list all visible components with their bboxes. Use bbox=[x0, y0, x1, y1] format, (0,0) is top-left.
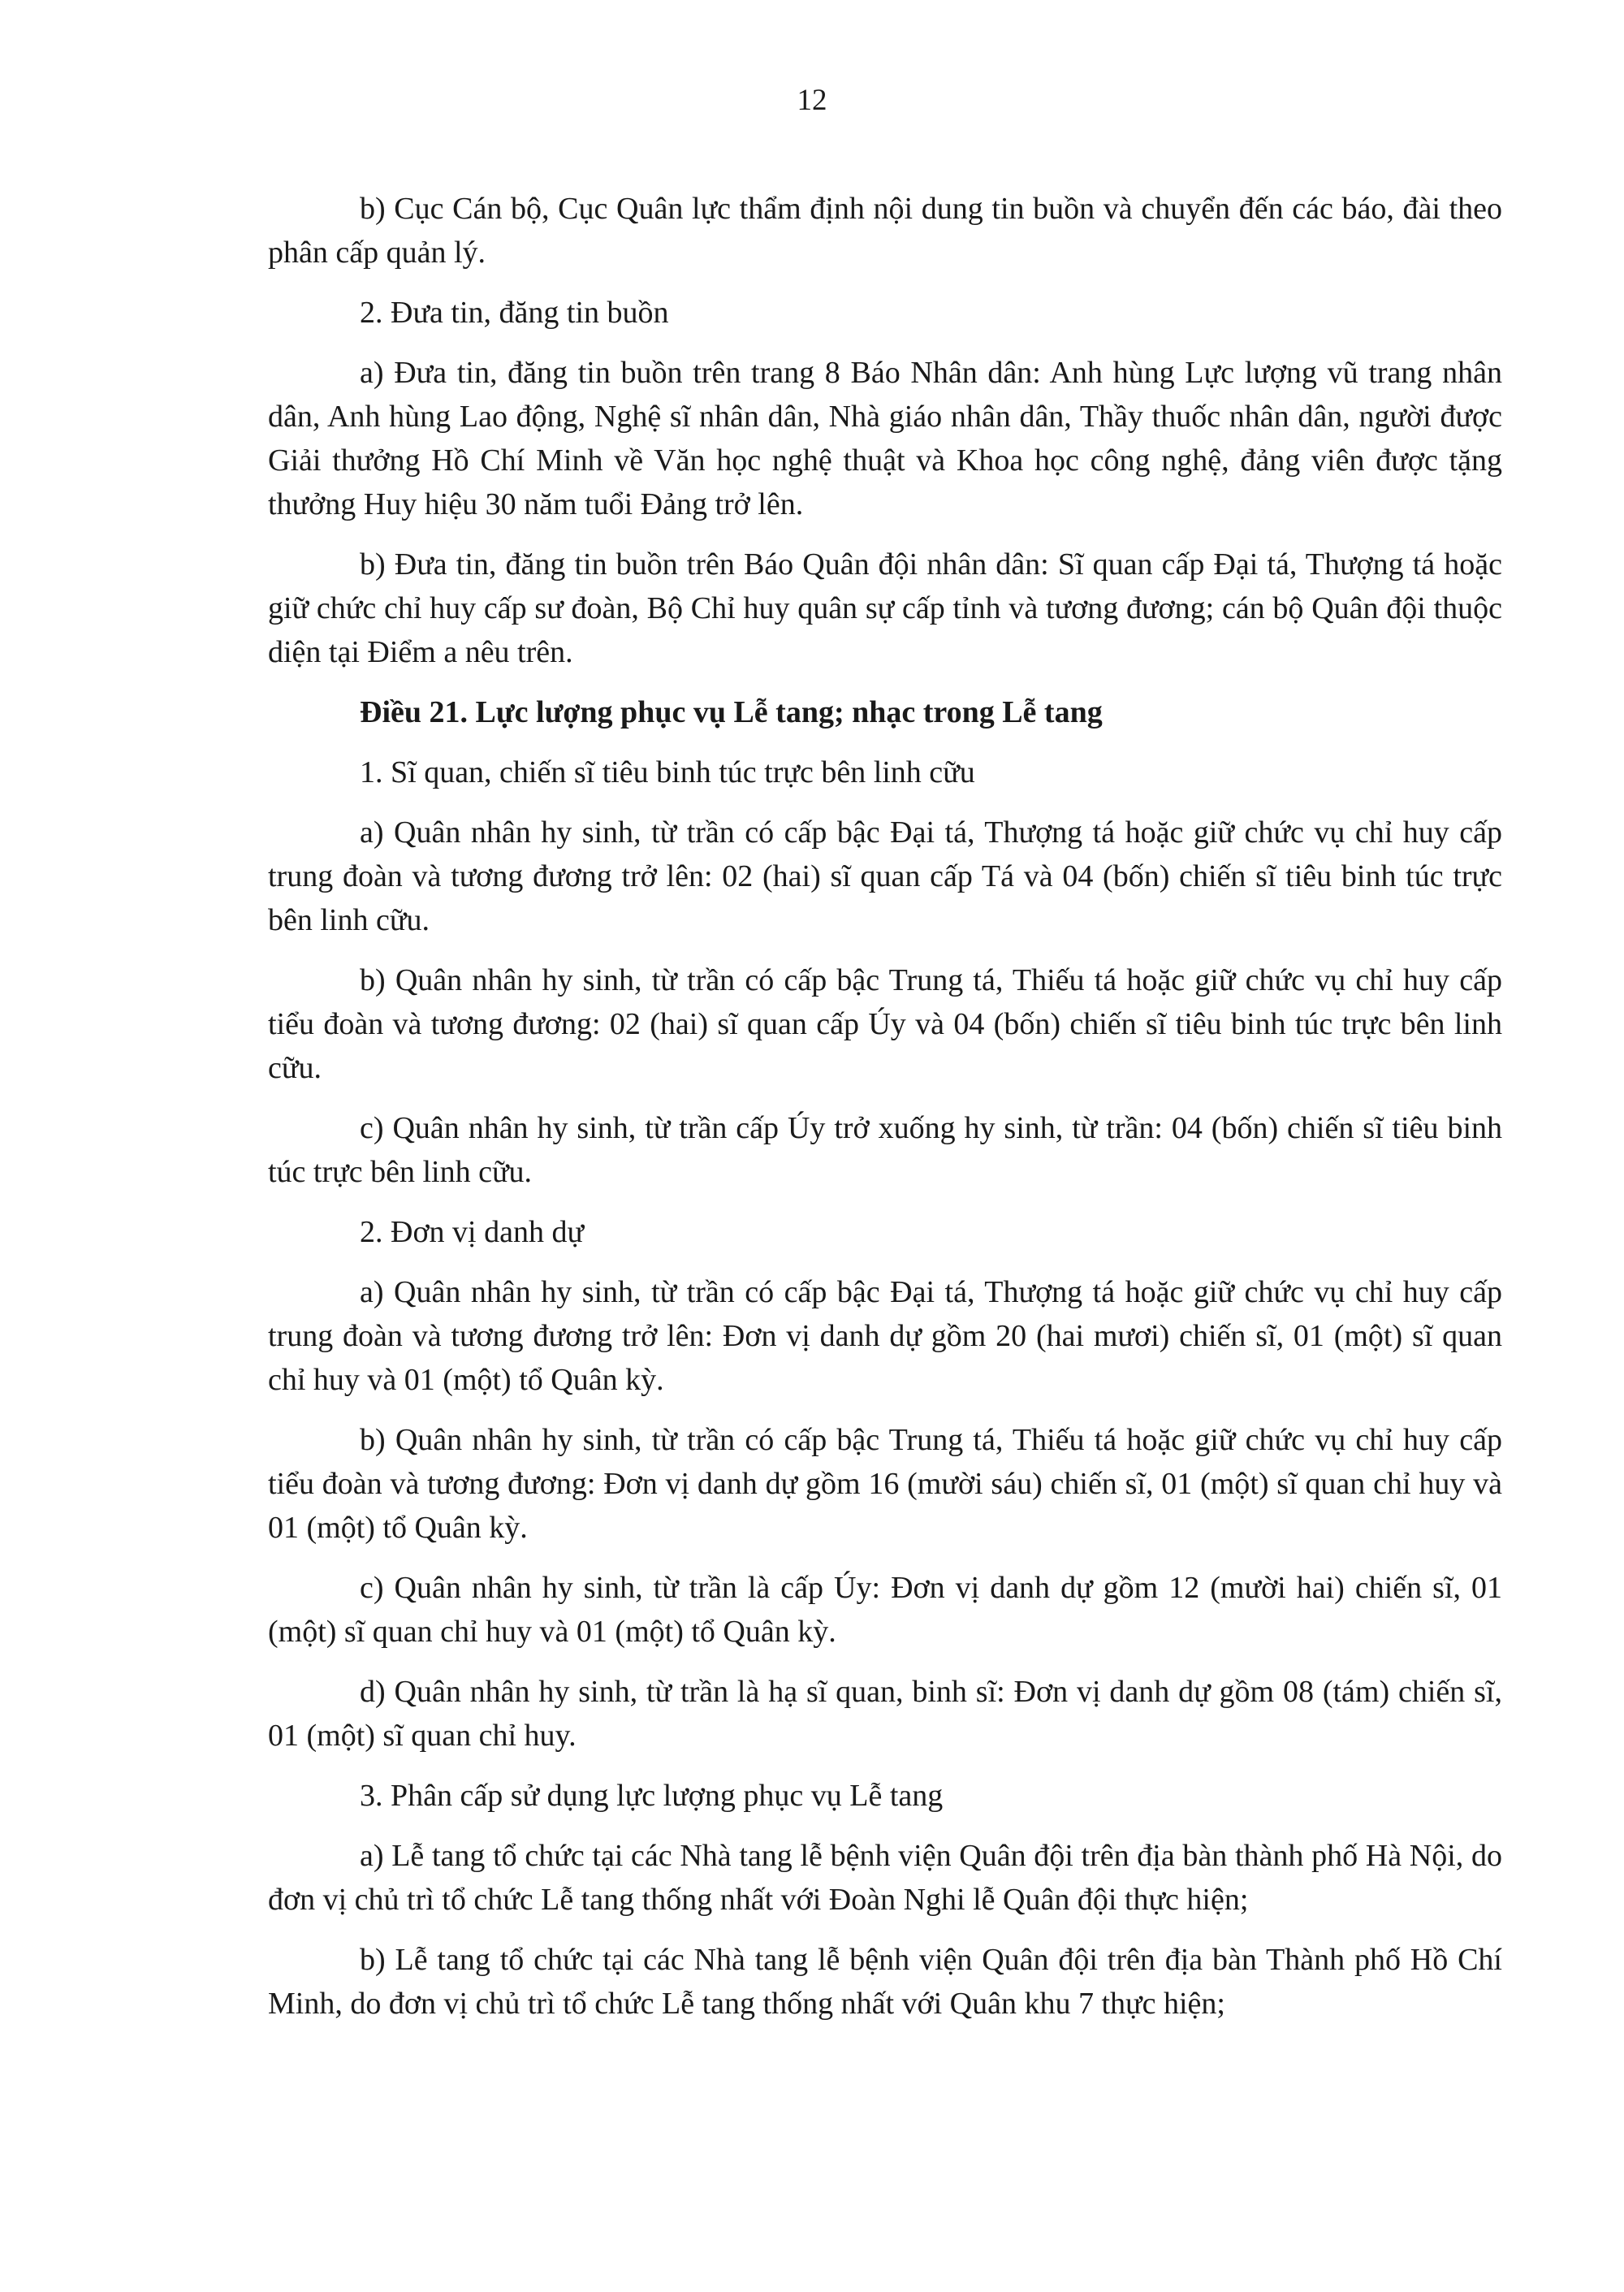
section-heading: 1. Sĩ quan, chiến sĩ tiêu binh túc trực bên linh cữu bbox=[360, 755, 975, 789]
paragraph: b) Quân nhân hy sinh, từ trần có cấp bậc Trung tá, Thiếu tá hoặc giữ chức vụ chỉ huy cấp tiểu đoàn và tương đương: 02 (hai) sĩ quan cấp Úy và 04 (bốn) chiến sĩ tiêu binh túc trực bên linh cữu. bbox=[268, 963, 1502, 1085]
paragraph: b) Đưa tin, đăng tin buồn trên Báo Quân đội nhân dân: Sĩ quan cấp Đại tá, Thượng tá hoặc giữ chức chỉ huy cấp sư đoàn, Bộ Chỉ huy quân sự cấp tỉnh và tương đương; cán bộ Quân đội thuộc diện tại Điểm a nêu trên. bbox=[268, 547, 1502, 669]
paragraph: d) Quân nhân hy sinh, từ trần là hạ sĩ quan, binh sĩ: Đơn vị danh dự gồm 08 (tám) chiến sĩ, 01 (một) sĩ quan chỉ huy. bbox=[268, 1675, 1502, 1753]
article-heading: Điều 21. Lực lượng phục vụ Lễ tang; nhạc trong Lễ tang bbox=[360, 695, 1103, 729]
paragraph: b) Cục Cán bộ, Cục Quân lực thẩm định nội dung tin buồn và chuyển đến các báo, đài theo phân cấp quản lý. bbox=[268, 192, 1502, 270]
document-body bbox=[268, 187, 1502, 2042]
paragraph: a) Lễ tang tổ chức tại các Nhà tang lễ bệnh viện Quân đội trên địa bàn thành phố Hà Nội, do đơn vị chủ trì tổ chức Lễ tang thống nhất với Đoàn Nghi lễ Quân đội thực hiện; bbox=[268, 1839, 1502, 1917]
paragraph: a) Quân nhân hy sinh, từ trần có cấp bậc Đại tá, Thượng tá hoặc giữ chức vụ chỉ huy cấp trung đoàn và tương đương trở lên: Đơn vị danh dự gồm 20 (hai mươi) chiến sĩ, 01 (một) sĩ quan chỉ huy và 01 (một) tổ Quân kỳ. bbox=[268, 1275, 1502, 1397]
section-heading: 2. Đưa tin, đăng tin buồn bbox=[360, 296, 669, 330]
section-heading: 3. Phân cấp sử dụng lực lượng phục vụ Lễ tang bbox=[360, 1779, 944, 1813]
paragraph: a) Đưa tin, đăng tin buồn trên trang 8 Báo Nhân dân: Anh hùng Lực lượng vũ trang nhân dân, Anh hùng Lao động, Nghệ sĩ nhân dân, Nhà giáo nhân dân, Thầy thuốc nhân dân, người được Giải thưởng Hồ Chí Minh về Văn học nghệ thuật và Khoa học công nghệ, đảng viên được tặng thưởng Huy hiệu 30 năm tuổi Đảng trở lên. bbox=[268, 356, 1502, 521]
paragraph: c) Quân nhân hy sinh, từ trần là cấp Úy: Đơn vị danh dự gồm 12 (mười hai) chiến sĩ, 01 (một) sĩ quan chỉ huy và 01 (một) tổ Quân kỳ. bbox=[268, 1571, 1502, 1649]
page-number: 12 bbox=[797, 84, 827, 117]
paragraph: a) Quân nhân hy sinh, từ trần có cấp bậc Đại tá, Thượng tá hoặc giữ chức vụ chỉ huy cấp trung đoàn và tương đương trở lên: 02 (hai) sĩ quan cấp Tá và 04 (bốn) chiến sĩ tiêu binh túc trực bên linh cữu. bbox=[268, 815, 1502, 937]
paragraph: c) Quân nhân hy sinh, từ trần cấp Úy trở xuống hy sinh, từ trần: 04 (bốn) chiến sĩ tiêu binh túc trực bên linh cữu. bbox=[268, 1111, 1502, 1189]
paragraph: b) Lễ tang tổ chức tại các Nhà tang lễ bệnh viện Quân đội trên địa bàn Thành phố Hồ Chí Minh, do đơn vị chủ trì tổ chức Lễ tang thống nhất với Quân khu 7 thực hiện; bbox=[268, 1943, 1502, 2021]
paragraph: b) Quân nhân hy sinh, từ trần có cấp bậc Trung tá, Thiếu tá hoặc giữ chức vụ chỉ huy cấp tiểu đoàn và tương đương: Đơn vị danh dự gồm 16 (mười sáu) chiến sĩ, 01 (một) sĩ quan chỉ huy và 01 (một) tổ Quân kỳ. bbox=[268, 1423, 1502, 1545]
section-heading: 2. Đơn vị danh dự bbox=[360, 1215, 585, 1249]
